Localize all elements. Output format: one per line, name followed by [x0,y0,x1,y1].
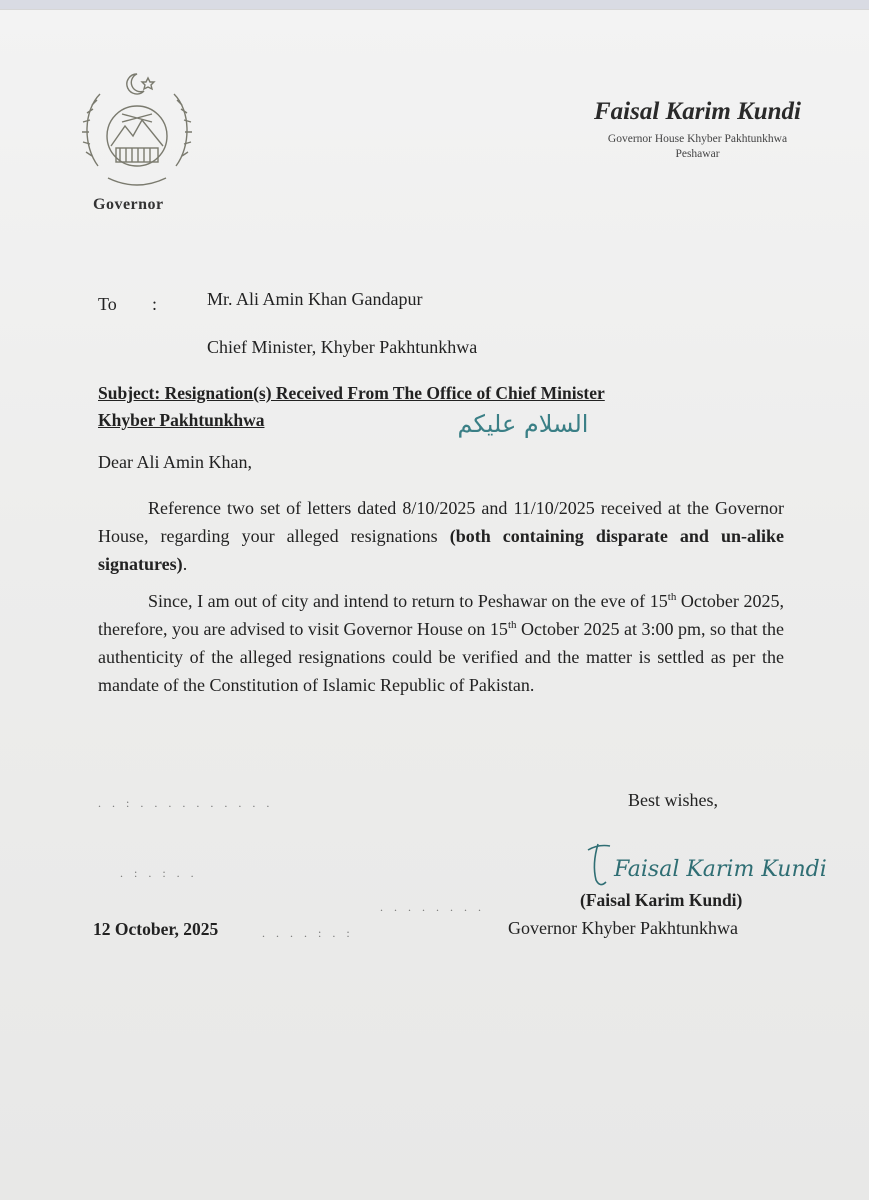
paragraph-2-text-b: October 2025, therefore, you are advised to visit Governor House on 15 [98,591,784,639]
to-label: To [98,294,117,314]
salutation: Dear Ali Amin Khan, [98,452,252,472]
governor-label: Governor [93,196,164,213]
paragraph-1-text-a: Reference two set of letters dated 8/10/2025 and 11/10/2025 received at the Governor House, regarding your alleged resignations [98,498,784,546]
subject-line1: Subject: Resignation(s) Received From The Office of Chief Minister [98,383,605,403]
kp-emblem-seal [78,66,196,190]
scan-speckle: . . . . : . : [262,926,354,940]
scan-speckle: . . . . . . . . [380,900,485,914]
sender-name: Faisal Karim Kundi [593,98,802,125]
recipient-name: Mr. Ali Amin Khan Gandapur [207,289,423,309]
signature-text: Faisal Karim Kundi [614,857,827,882]
paragraph-2-sup-a: th [667,591,677,603]
signer-title: Governor Khyber Pakhtunkhwa [508,918,738,938]
top-band [0,0,869,10]
scan-speckle: . . : . . . . . . . . . . [98,796,274,810]
paragraph-1-text-b: . [182,554,188,574]
to-colon: : [152,294,158,314]
subject-line2: Khyber Pakhtunkhwa [98,410,265,430]
recipient-title: Chief Minister, Khyber Pakhtunkhwa [207,337,478,357]
sender-address-line2: Peshawar [675,148,720,160]
best-wishes: Best wishes, [628,790,718,810]
handwritten-urdu-greeting [428,404,618,444]
signer-name: (Faisal Karim Kundi) [580,890,743,910]
urdu-greeting-text: السلام علیکم [457,410,589,438]
paragraph-2-text-a: Since, I am out of city and intend to return to Peshawar on the eve of 15 [148,591,668,611]
letter-date: 12 October, 2025 [93,919,219,939]
scan-speckle: . : . : . . [120,866,198,880]
subject-line [98,380,738,434]
sender-address-line1: Governor House Khyber Pakhtunkhwa [607,133,788,145]
paragraph-2-sup-b: th [507,619,517,631]
paragraph-2 [98,587,784,699]
paragraph-1-bold: (both containing disparate and un-alike signatures) [98,526,784,574]
paragraph-1 [98,494,784,578]
paragraph-2-text-c: October 2025 at 3:00 pm, so that the authenticity of the alleged resignations could be verified and the matter is settled as per the mandate of the Constitution of Islamic Republic of Pakistan. [98,619,784,695]
handwritten-signature [570,832,830,892]
